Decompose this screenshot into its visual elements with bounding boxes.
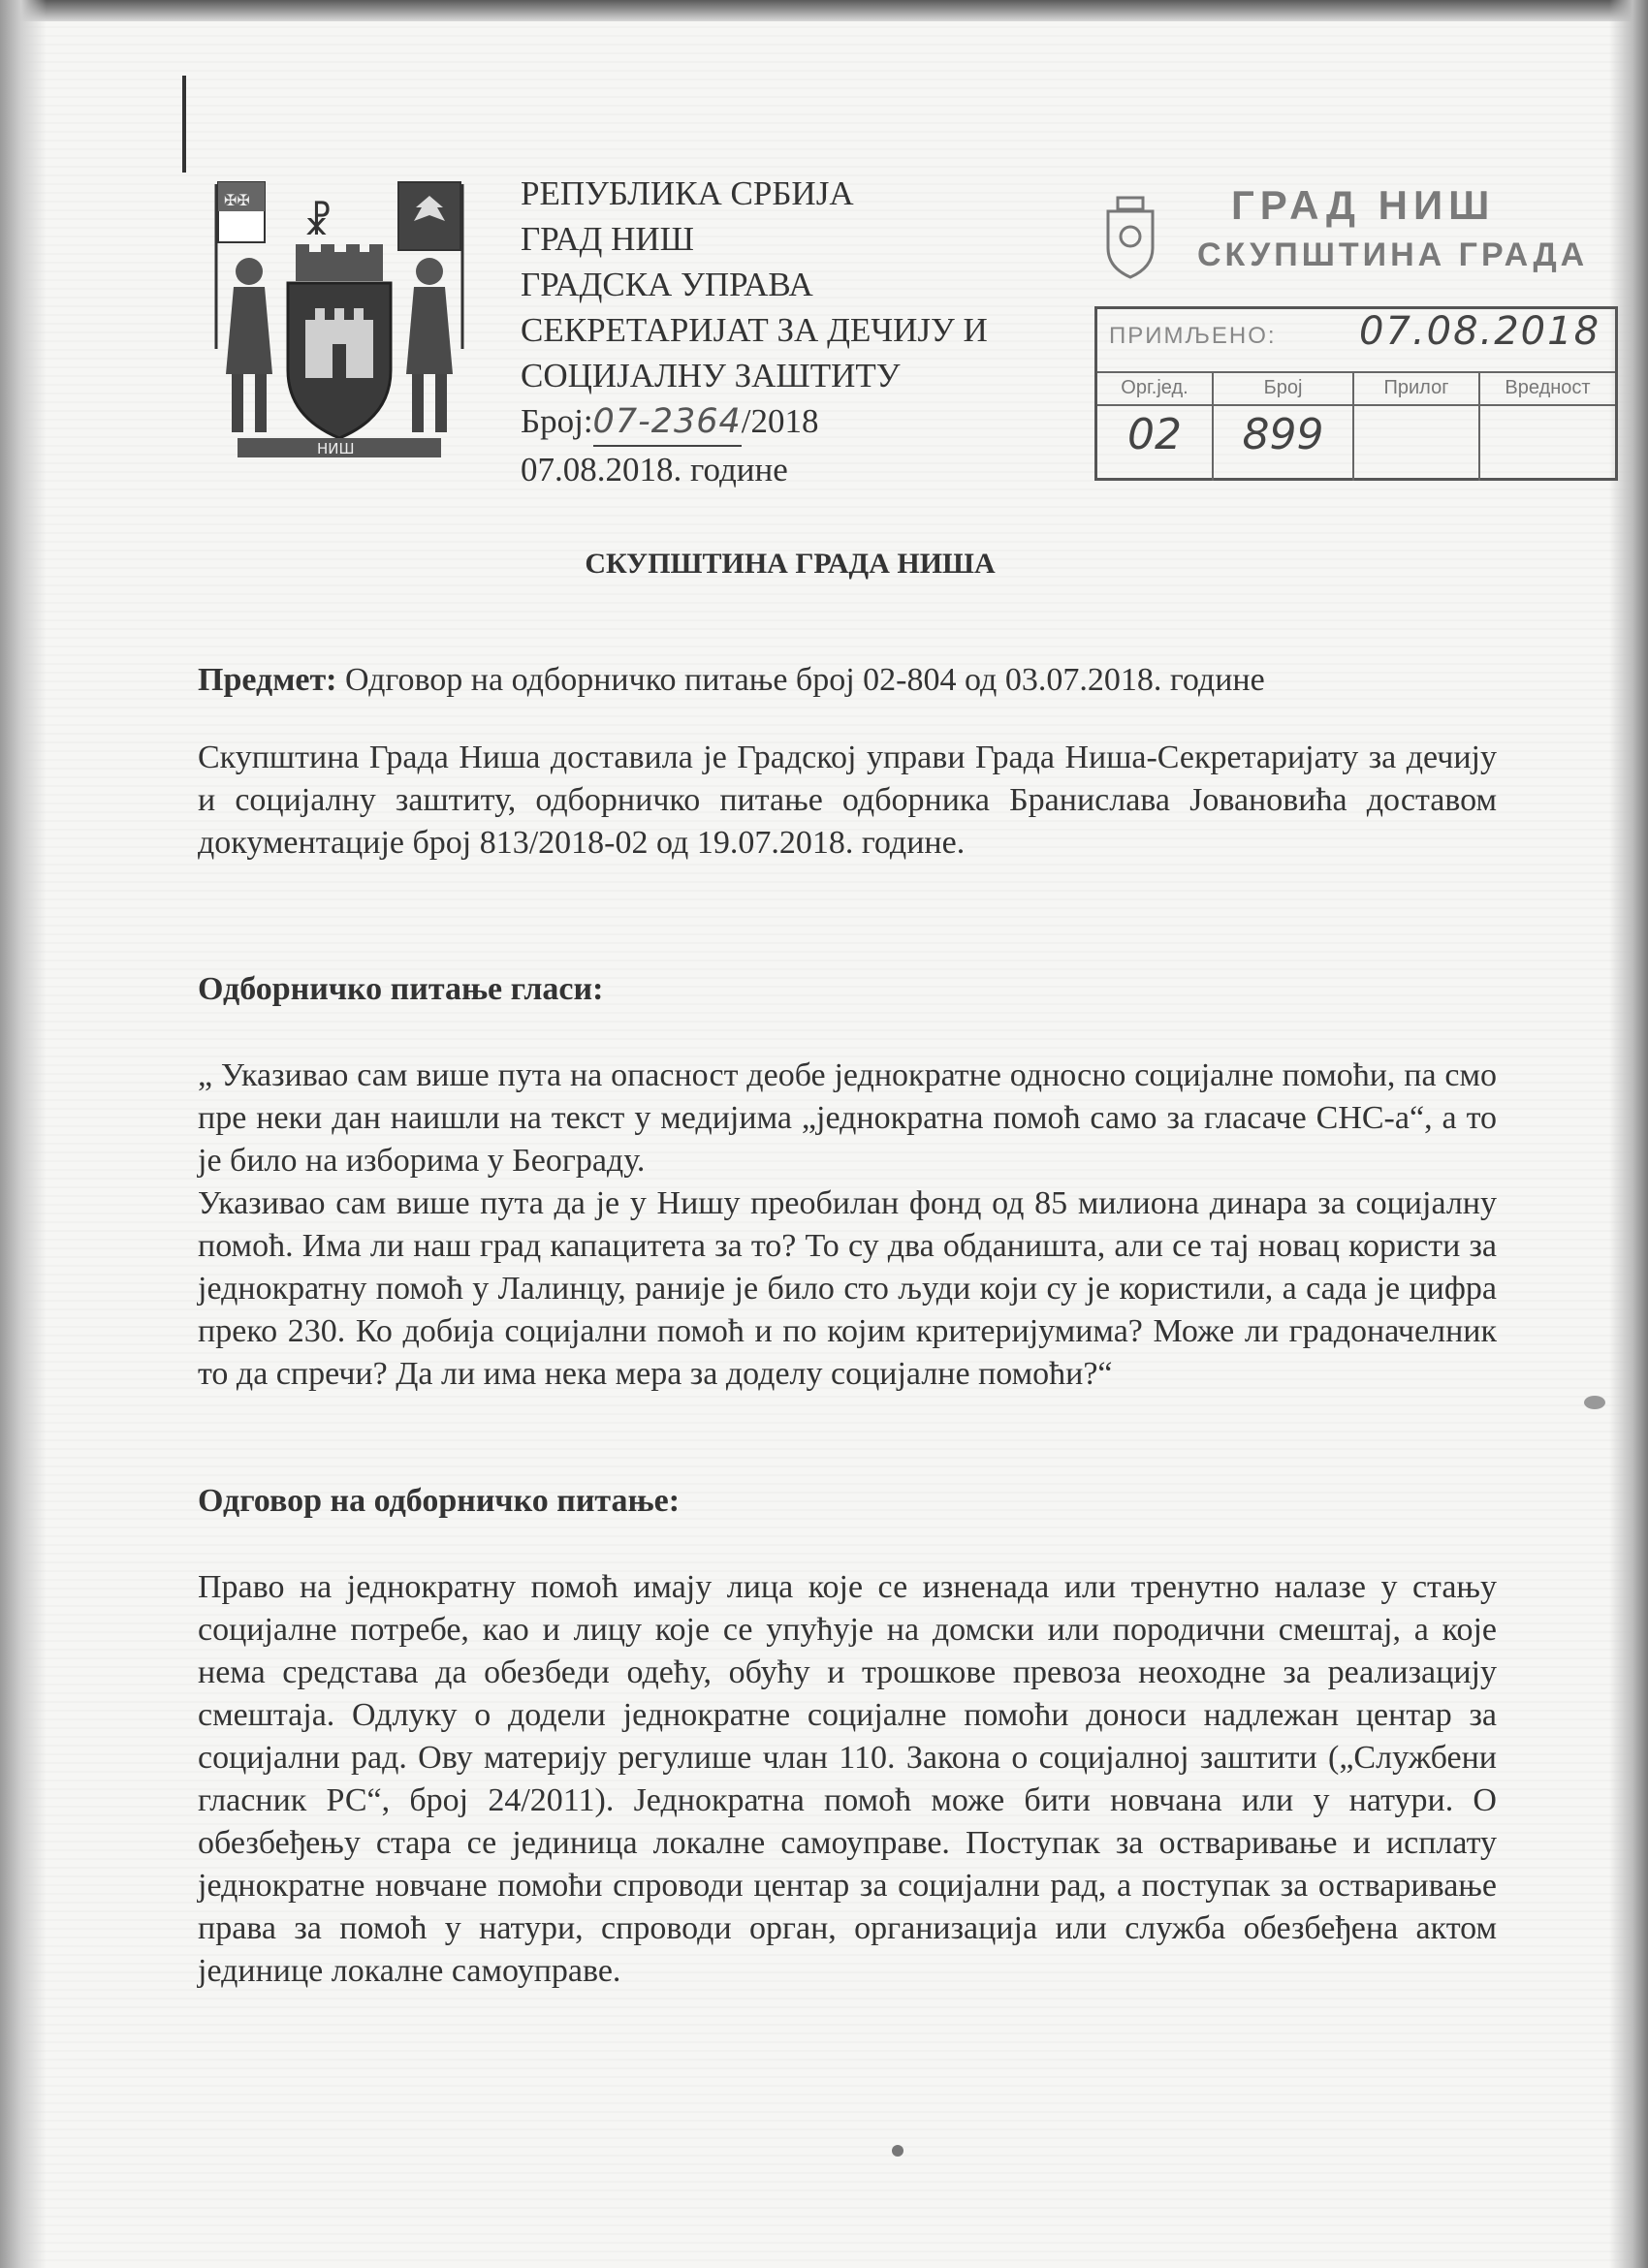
- subject-line: [198, 662, 1265, 699]
- svg-text:✠✠: ✠✠: [224, 191, 250, 209]
- header-line-2: ГРАД НИШ: [521, 220, 694, 258]
- header-line-5: СОЦИЈАЛНУ ЗАШТИТУ: [521, 357, 901, 394]
- scan-dot: [892, 2145, 903, 2157]
- document-number-suffix: /2018: [741, 402, 819, 440]
- stamp-table: [1094, 306, 1618, 481]
- recipient-text: СКУПШТИНА ГРАДА НИША: [585, 548, 996, 580]
- stamp-col-number: [1214, 371, 1354, 481]
- scan-shadow-top: [0, 0, 1648, 21]
- stamp-col-attachment: [1354, 371, 1480, 481]
- stamp-city: ГРАД НИШ: [1231, 182, 1496, 228]
- stamp-received-date: 07.08.2018: [1359, 309, 1601, 354]
- header-line-1: РЕПУБЛИКА СРБИЈА: [521, 174, 854, 212]
- stamp-col-unit-head: Орг.јед.: [1097, 371, 1212, 406]
- document-date: 07.08.2018. године: [521, 451, 788, 488]
- crest-motto: НИШ: [317, 440, 355, 457]
- margin-mark: [182, 76, 186, 173]
- header-line-3: ГРАДСКА УПРАВА: [521, 266, 813, 303]
- subject-text: Одговор на одборничко питање број 02-804 од 03.07.2018. године: [344, 662, 1265, 698]
- answer-heading: Одговор на одборничко питање:: [198, 1483, 681, 1519]
- question-heading: Одборничко питање гласи:: [198, 971, 604, 1007]
- answer-paragraph: Право на једнократну помоћ имају лица које се изненада или тренутно налазе у стању социјалне потребе, као и лицу које се упућује на домски или породични смештај, а које нема средстава да обезбеди одећу, обућу и трошкове превоза неоходне за реализацију смештаја. Одлуку о додели једнократне социјалне помоћи доноси надлежан центар за социјални рад. Ову материју регулише члан 110. Закона о социјалној заштити („Службени гласник РС“, број 24/2011). Једнократна помоћ може бити новчана или у натури. О обезбеђењу стара се јединица локалне самоуправе. Поступак за остваривање и исплату једнократне новчане помоћи спроводи центар за социјални рад, а поступак за остваривање права за помоћ у натури, спроводи орган, организација или служба обезбеђена актом јединице локалне самоуправе.: [198, 1569, 1497, 1989]
- question-paragraph-1: „ Указивао сам више пута на опасност деобе једнократне односно социјалне помоћи, па смо пре неки дан наишли на текст у медијима „једнократна помоћ само за гласаче СНС-а“, а то је било на изборима у Београду.: [198, 1057, 1497, 1179]
- sender-header: [521, 171, 988, 492]
- stamp-received-label: ПРИМЉЕНО:: [1109, 323, 1277, 349]
- stamp-col-number-value: 899: [1242, 410, 1324, 459]
- document-number-prefix: Број:: [521, 402, 593, 440]
- svg-text:☧: ☧: [303, 201, 333, 243]
- stamp-col-unit: [1097, 371, 1214, 481]
- stamp-col-value-head: Вредност: [1480, 371, 1615, 406]
- document-number: [521, 398, 988, 447]
- scan-smudge: [1584, 1396, 1605, 1409]
- stamp-col-value: [1480, 371, 1615, 481]
- scan-shadow-left: [0, 0, 47, 2268]
- stamp-col-unit-value: 02: [1127, 410, 1182, 459]
- intro-paragraph: Скупштина Града Ниша доставила је Градској управи Града Ниша-Секретаријату за дечију и социјалну заштиту, одборничко питање одборника Бранислава Јовановића доставом документације број 813/2018-02 од 19.07.2018. године.: [198, 740, 1497, 861]
- question-paragraph-2: Указивао сам више пута да је у Нишу преобилан фонд од 85 милиона динара за социјалну помоћ. Има ли наш град капацитета за то? То су два обданишта, али се тај новац користи за једнократну помоћ у Лалинцу, раније је било сто људи који су је користили, а сада је цифра преко 230. Ко добија социјални помоћ и по којим критеријумима? Може ли градоначелник то да спречи? Да ли има нека мера за доделу социјалне помоћи?“: [198, 1185, 1497, 1392]
- city-coat-of-arms-icon: [199, 174, 480, 470]
- document-number-handwritten: 07-2364: [593, 399, 742, 447]
- stamp-received-row: [1097, 309, 1615, 373]
- stamp-col-number-head: Број: [1214, 371, 1352, 406]
- recipient-title: [0, 548, 1648, 581]
- stamp-assembly: СКУПШТИНА ГРАДА: [1197, 236, 1589, 273]
- header-line-4: СЕКРЕТАРИЈАТ ЗА ДЕЧИЈУ И: [521, 311, 988, 349]
- stamp-col-attachment-head: Прилог: [1354, 371, 1478, 406]
- received-stamp: [1091, 163, 1619, 488]
- subject-label: Предмет:: [198, 662, 337, 698]
- stamp-emblem-icon: [1100, 192, 1160, 279]
